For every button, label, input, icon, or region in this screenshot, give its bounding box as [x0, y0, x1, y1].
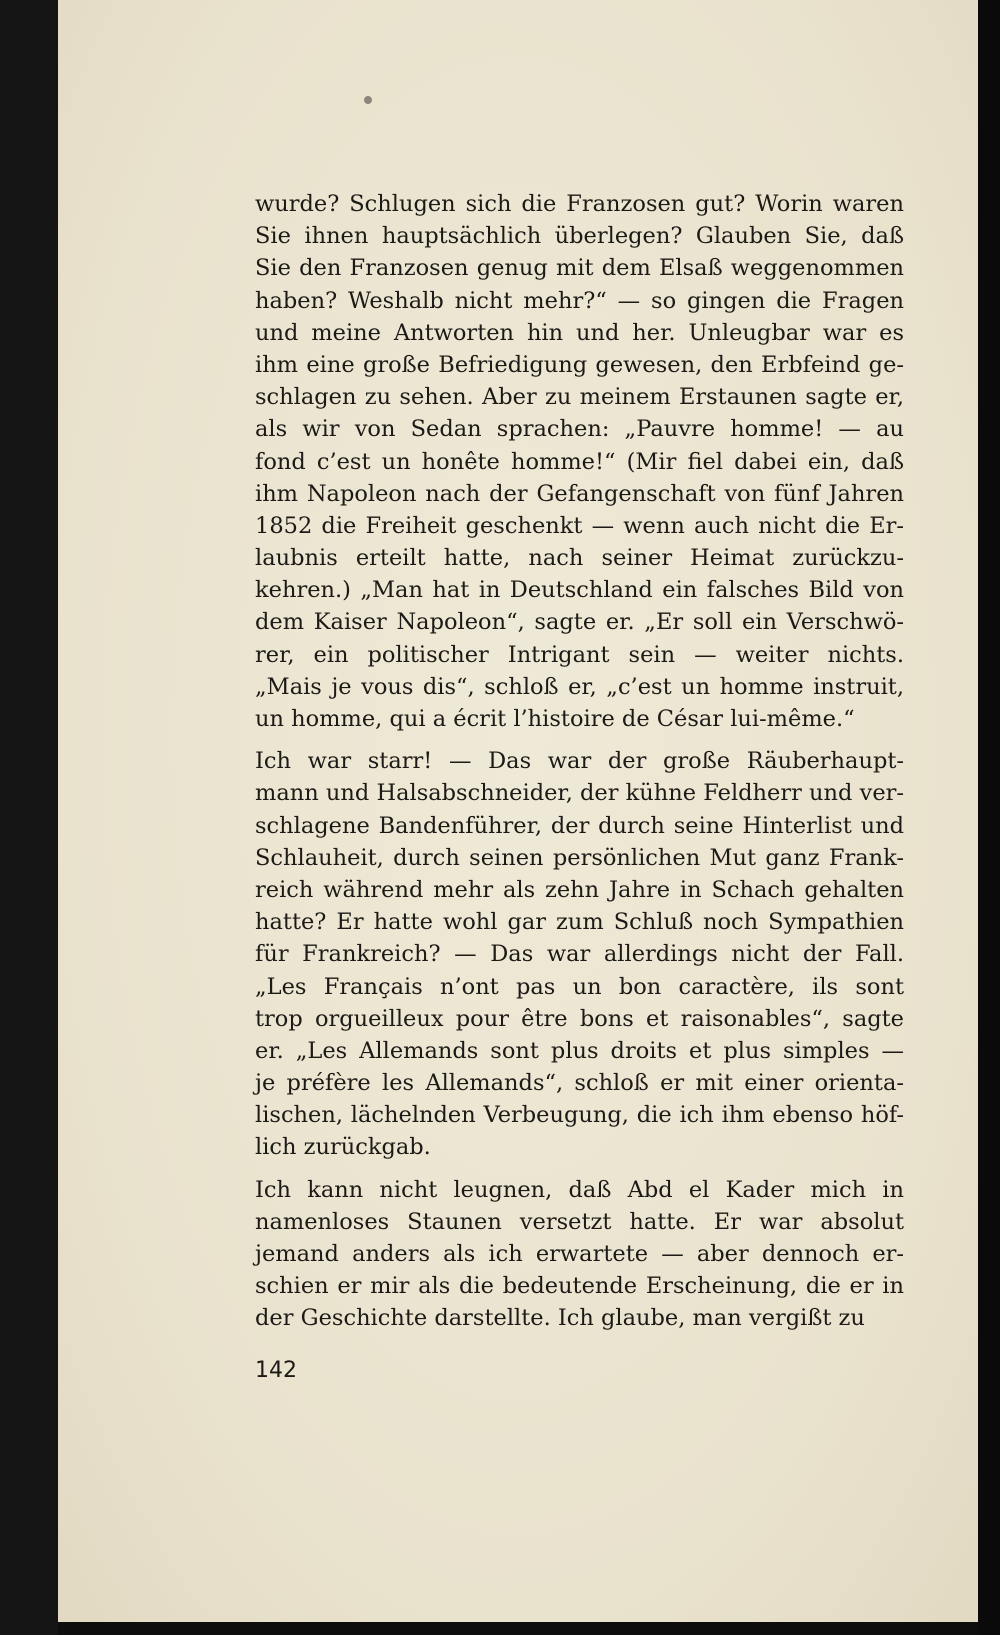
text-line: kehren.) „Man hat in Deutschland ein falsches Bild von	[255, 577, 904, 604]
text-line: Schlauheit, durch seinen persönlichen Mut ganz Frank-	[255, 844, 904, 871]
text-line: und meine Antworten hin und her. Unleugbar war es	[255, 319, 904, 346]
text-line: rer, ein politischer Intrigant sein — weiter nichts.	[255, 641, 904, 668]
page-text	[255, 188, 904, 1335]
text-line: laubnis erteilt hatte, nach seiner Heimat zurückzu-	[255, 545, 904, 572]
text-line: un homme, qui a écrit l’histoire de César lui-même.“	[255, 706, 855, 732]
paragraph	[255, 188, 904, 735]
text-line: ihm Napoleon nach der Gefangenschaft von fünf Jahren	[255, 480, 904, 507]
text-line: für Frankreich? — Das war allerdings nicht der Fall.	[255, 941, 904, 968]
text-line: namenloses Staunen versetzt hatte. Er war absolut	[255, 1208, 904, 1235]
text-line: hatte? Er hatte wohl gar zum Schluß noch Sympathien	[255, 909, 904, 936]
page-number: 142	[255, 1358, 297, 1383]
text-line: der Geschichte darstellte. Ich glaube, man vergißt zu	[255, 1305, 865, 1332]
text-line: haben? Weshalb nicht mehr?“ — so gingen die Fragen	[255, 287, 904, 314]
text-line: er. „Les Allemands sont plus droits et plus simples —	[255, 1037, 904, 1064]
text-line: reich während mehr als zehn Jahre in Schach gehalten	[255, 876, 904, 903]
text-line: lich zurückgab.	[255, 1134, 431, 1161]
text-line: schien er mir als die bedeutende Erscheinung, die er in	[255, 1273, 904, 1300]
text-line: mann und Halsabschneider, der kühne Feldherr und ver-	[255, 780, 904, 807]
text-line: Sie ihnen hauptsächlich überlegen? Glauben Sie, daß	[255, 223, 904, 250]
paragraph	[255, 1174, 904, 1335]
text-line: „Mais je vous dis“, schloß er, „c’est un homme instruit,	[255, 673, 904, 700]
text-line: Ich kann nicht leugnen, daß Abd el Kader mich in	[255, 1176, 904, 1203]
text-line: lischen, lächelnden Verbeugung, die ich ihm ebenso höf-	[255, 1102, 904, 1129]
paragraph	[255, 745, 904, 1163]
text-line: wurde? Schlugen sich die Franzosen gut? Worin waren	[255, 191, 904, 217]
text-line: trop orgueilleux pour être bons et raisonables“, sagte	[255, 1005, 904, 1032]
text-line: ihm eine große Befriedigung gewesen, den Erbfeind ge-	[255, 351, 904, 378]
text-line: schlagene Bandenführer, der durch seine Hinterlist und	[255, 812, 904, 839]
scan-right-border	[978, 0, 1000, 1635]
paper-speck	[364, 96, 372, 104]
text-line: Sie den Franzosen genug mit dem Elsaß weggenommen	[255, 255, 904, 282]
text-line: je préfère les Allemands“, schloß er mit einer orienta-	[255, 1070, 904, 1097]
scan-left-border	[0, 0, 58, 1635]
text-line: „Les Français n’ont pas un bon caractère, ils sont	[255, 973, 904, 1000]
text-line: schlagen zu sehen. Aber zu meinem Erstaunen sagte er,	[255, 384, 904, 411]
text-line: Ich war starr! — Das war der große Räuberhaupt-	[255, 748, 904, 775]
text-line: fond c’est un honête homme!“ (Mir fiel dabei ein, daß	[255, 448, 904, 475]
text-line: als wir von Sedan sprachen: „Pauvre homme! — au	[255, 416, 904, 443]
paragraph-gap	[255, 735, 904, 745]
text-line: 1852 die Freiheit geschenkt — wenn auch nicht die Er-	[255, 512, 904, 539]
paragraph-gap	[255, 1164, 904, 1174]
text-line: dem Kaiser Napoleon“, sagte er. „Er soll ein Verschwö-	[255, 609, 904, 636]
text-line: jemand anders als ich erwartete — aber dennoch er-	[255, 1241, 904, 1267]
